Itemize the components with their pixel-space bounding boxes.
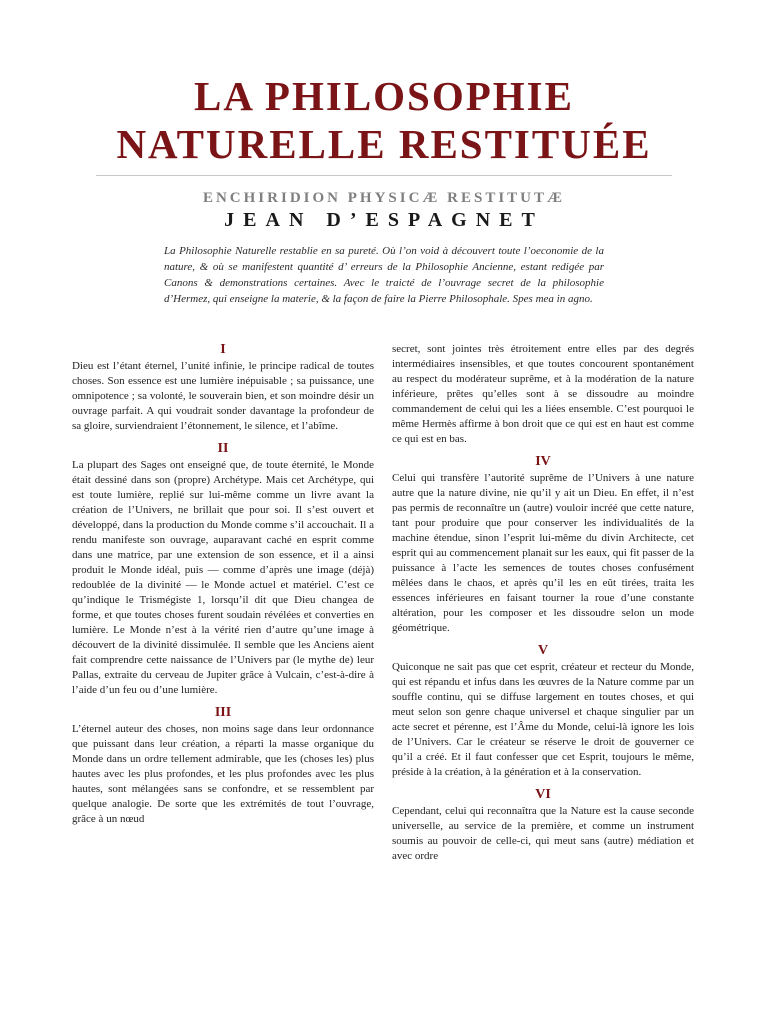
section-numeral-v: V [537,643,549,658]
intro-paragraph: La Philosophie Naturelle restablie en sa pureté. Où l’on void à découvert toute l’oeconomie de la nature, & où se manifestent quantité d’ erreurs de la Philosophie Ancienne, estant redigée par Canons & demonstrations certaines. Avec le traicté de l’ouvrage secret de la philosophie d’Hermez, qui enseigne la materie, & la façon de faire la Pierre Philosophale. Spes mea in agno. [164,245,604,305]
left-column [72,342,374,834]
page-title [0,72,768,168]
section-text-iii-part1: L’éternel auteur des choses, non moins sage dans leur ordonnance que puissant dans leur création, a réparti la masse organique du Monde dans un ordre tellement admirable, que les (choses les) plus hautes avec les plus profondes, et les plus profondes avec les plus hautes, sont mélangées sans se confondre, et se ressemblent par quelque analogie. De sorte que les extrémités de tout l’ouvrage, grâce à un nœud [72,723,374,825]
section-text-iii-part2: secret, sont jointes très étroitement entre elles par des degrés intermédiaires insensibles, et que toutes concourent spontanément au respect du modérateur suprême, et à la modération de la nature inférieure, prêtes qu’elles sont à se dissoudre au moindre commandement de celui qui les a liées ensemble. C’est pourquoi le même Hermès affirme à bon droit que ce qui est en haut est comme ce qui est en bas. [392,343,694,445]
section-text-v: Quiconque ne sait pas que cet esprit, créateur et recteur du Monde, qui est répandu et infus dans les œuvres de la Nature comme par un souffle continu, qui se diffuse largement en toutes choses, et qui meut selon son genre chaque universel et chaque singulier par un acte secret et pérenne, est l’Âme du Monde, celui-là ignore les lois de l’Univers. Car le créateur se réserve le droit de gouverner ce qu’il a créé. Et il faut confesser que cet Esprit, toujours le même, préside à la création, à la génération et à la conservation. [392,661,694,778]
title-line-2: NATURELLE RESTITUÉE [116,121,652,167]
subtitle: ENCHIRIDION PHYSICÆ RESTITUTÆ [202,190,566,206]
section-numeral-i: I [220,342,226,357]
section-text-i: Dieu est l’étant éternel, l’unité infinie, le principe radical de toutes choses. Son essence est une lumière inépuisable ; sa puissance, une omnipotence ; sa volonté, le souverain bien, et son moindre désir un ouvrage parfait. A qui voudrait sonder davantage la profondeur de sa gloire, surviendraient l’étonnement, le silence, et l’abîme. [72,360,374,432]
section-text-vi: Cependant, celui qui reconnaîtra que la Nature est la cause seconde universelle, au service de la première, et comme un instrument soumis au pouvoir de celle-ci, qui meut sans (autre) médiation et avec ordre [392,805,694,862]
right-column [392,342,694,871]
section-numeral-ii: II [217,441,229,456]
section-numeral-vi: VI [535,787,551,802]
section-text-iv: Celui qui transfère l’autorité suprême de l’Univers à une nature autre que la nature divine, nie qu’il y ait un Dieu. En effet, il n’est pas permis de reconnaître un (autre) vouloir incréé que cette nature, tant pour produire que pour conserver les individualités de la machine étendue, sinon l’esprit lui-même du divin Architecte, cet esprit qui au commencement planait sur les eaux, qui fit passer de la puissance à l’acte les semences de toutes choses confusément mêlées dans le chaos, et après qu’il les en eût tirées, traita les essences inférieures en faisant tourner la roue d’une constante altération, pour les composer et les dissoudre selon un mode géométrique. [392,472,694,634]
title-line-1: LA PHILOSOPHIE [193,73,574,119]
section-text-ii: La plupart des Sages ont enseigné que, de toute éternité, le Monde était dessiné dans son (propre) Archétype. Mais cet Archétype, qui est toute lumière, replié sur lui-même comme un livre avant la création de l’Univers, ne brillait que pour soi. Il s’est ouvert et développé, dans la production du Monde comme s’il accouchait. Il a rendu manifeste son ouvrage, auparavant caché en esprit comme dans une matrice, par une extension de son essence, et il a ainsi produit le Monde idéal, puis — comme d’après une image (déjà) redoublée de la divinité — le Monde actuel et matériel. C’est ce qu’indique le Trismégiste 1, lorsqu’il dit que Dieu changea de forme, et que toutes choses furent soudain révélées et converties en lumière. Le Monde n’est à la vérité rien d’autre qu’une image à découvert de la divinité dissimulée. Il semble que les Anciens aient fait comprendre cette naissance de l’Univers par (le mythe de) leur Pallas, extraite du cerveau de Jupiter grâce à Vulcain, c’est-à-dire à l’aide d’un feu ou d’une lumière. [72,459,374,696]
title-divider [96,175,672,176]
section-numeral-iii: III [214,705,232,720]
author-name: JEAN D’ESPAGNET [224,209,544,231]
section-numeral-iv: IV [535,454,551,469]
